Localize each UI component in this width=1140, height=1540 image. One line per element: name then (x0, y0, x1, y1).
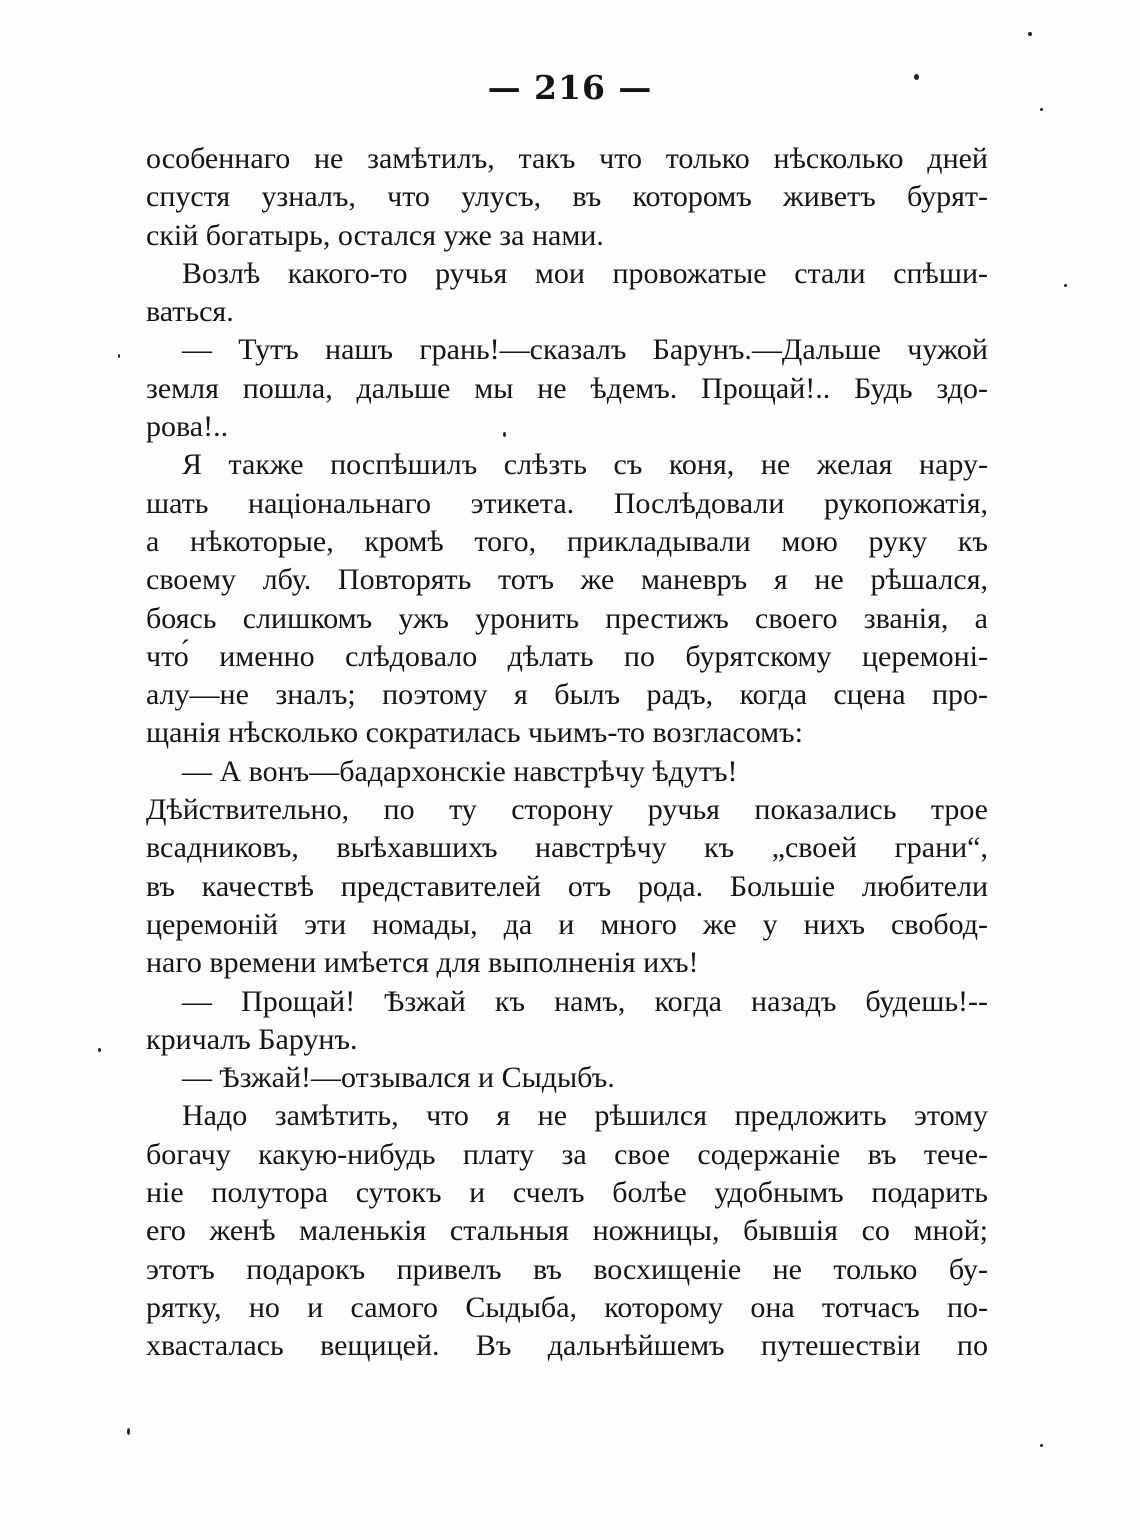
text-line: всадниковъ, выѣхавшихъ навстрѣчу къ „своей грани“, (146, 831, 988, 865)
text-line: рятку, но и самого Сыдыба, которому она тотчасъ по- (146, 1290, 988, 1324)
text-line: Возлѣ какого-то ручья мои провожатые стали спѣши- (182, 256, 988, 290)
text-line: алу—не зналъ; поэтому я былъ радъ, когда сцена про- (146, 678, 988, 712)
scan-speck (1028, 32, 1032, 36)
text-line: а нѣкоторые, кромѣ того, прикладывали мою руку къ (146, 524, 988, 558)
text-line: церемоній эти номады, да и много же у нихъ свобод- (146, 907, 988, 941)
text-line: земля пошла, дальше мы не ѣдемъ. Прощай!.. Будь здо- (146, 371, 988, 405)
scan-speck (98, 1048, 101, 1052)
text-line: наго времени имѣется для выполненія ихъ! (146, 946, 699, 980)
text-line: Я также поспѣшилъ слѣзть съ коня, не желая нару- (182, 448, 988, 482)
text-line: Надо замѣтить, что я не рѣшился предложить этому (182, 1099, 988, 1133)
scan-speck (118, 354, 120, 358)
text-line: что́ именно слѣдовало дѣлать по бурятскому церемоні- (146, 639, 988, 673)
text-line: ніе полутора сутокъ и счелъ болѣе удобнымъ подарить (146, 1176, 988, 1210)
text-line: шать національнаго этикета. Послѣдовали рукопожатія, (146, 486, 988, 520)
text-line: своему лбу. Повторять тотъ же маневръ я не рѣшался, (146, 563, 988, 597)
text-line: — Прощай! Ѣзжай къ намъ, когда назадъ будешь!-- (182, 984, 988, 1018)
text-line: богачу какую-нибудь плату за свое содержаніе въ тече- (146, 1137, 988, 1171)
text-line: рова!.. (146, 410, 229, 444)
text-line: особеннаго не замѣтилъ, такъ что только нѣсколько дней (146, 142, 988, 175)
scan-speck (1040, 108, 1043, 111)
scan-speck (1064, 284, 1067, 287)
text-line: ваться. (146, 295, 234, 329)
page-number: — 216 — (487, 68, 653, 107)
text-line: Дѣйствительно, по ту сторону ручья показались трое (146, 793, 988, 827)
text-line: въ качествѣ представителей отъ рода. Большіе любители (146, 869, 988, 903)
text-line: спустя узналъ, что улусъ, въ которомъ живетъ бурят- (146, 180, 988, 214)
text-line: кричалъ Барунъ. (146, 1022, 358, 1056)
text-line: — Тутъ нашъ грань!—сказалъ Барунъ.—Дальше чужой (182, 333, 988, 367)
body-text (146, 140, 988, 1366)
text-line: боясь слишкомъ ужъ уронить престижъ своего званія, а (146, 601, 988, 635)
text-line: скій богатырь, остался уже за нами. (146, 218, 604, 252)
scan-speck (1040, 1444, 1043, 1447)
text-line: этотъ подарокъ привелъ въ восхищеніе не только бу- (146, 1252, 988, 1286)
text-line: хвасталась вещицей. Въ дальнѣйшемъ путешествіи по (146, 1329, 988, 1363)
scan-speck (914, 74, 919, 80)
scan-speck (127, 1428, 130, 1435)
text-line: щанія нѣсколько сократилась чьимъ-то возгласомъ: (146, 716, 803, 750)
text-line: — А вонъ—бадархонскіе навстрѣчу ѣдутъ! (182, 754, 738, 788)
text-line: — Ѣзжай!—отзывался и Сыдыбъ. (182, 1061, 615, 1095)
text-line: его женѣ маленькія стальныя ножницы, бывшія со мной; (146, 1214, 988, 1248)
scan-speck (503, 432, 506, 437)
